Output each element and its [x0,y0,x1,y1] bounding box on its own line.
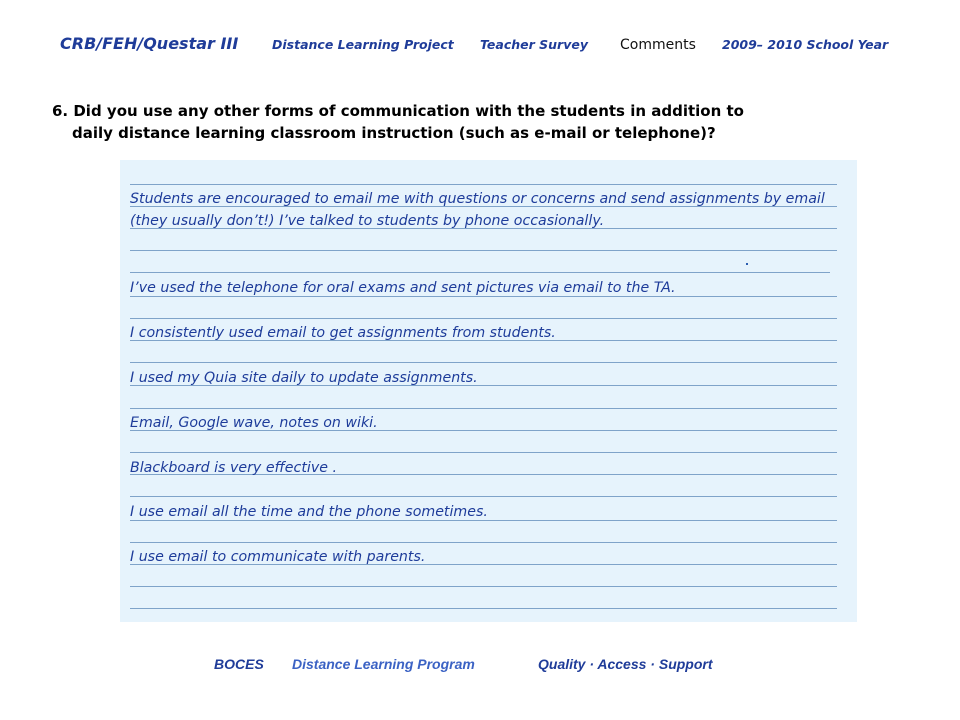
footer-program: Distance Learning Program [292,656,475,672]
ruled-line [130,272,830,273]
comments-panel [120,160,857,622]
stray-mark [746,263,748,265]
page-footer [0,656,960,676]
question-line-1: 6. Did you use any other forms of communication with the students in addition to [52,102,744,120]
ruled-line [130,362,837,363]
ruled-line [130,318,837,319]
footer-tagline: Quality · Access · Support [538,656,713,672]
header-school-year: 2009– 2010 School Year [722,37,889,52]
ruled-line [130,586,837,587]
response-3: I consistently used email to get assignments from students. [130,325,556,341]
response-4: I used my Quia site daily to update assignments. [130,370,478,386]
footer-organization: BOCES [214,656,264,672]
response-2: I’ve used the telephone for oral exams and sent pictures via email to the TA. [130,280,676,296]
ruled-line [130,408,837,409]
response-6: Blackboard is very effective . [130,460,337,476]
header-organization: CRB/FEH/Questar III [60,34,239,53]
question-line-2: daily distance learning classroom instruction (such as e-mail or telephone)? [72,124,716,142]
response-1: Students are encouraged to email me with questions or concerns and send assignments by email (they usually don’t!) I’ve talked to students by phone occasionally. [130,191,825,229]
survey-question [52,100,852,144]
ruled-line [130,542,837,543]
ruled-line [130,608,837,609]
header-survey: Teacher Survey [480,37,588,52]
ruled-line [130,184,837,185]
response-5: Email, Google wave, notes on wiki. [130,415,378,431]
header-comments: Comments [620,37,696,53]
header-project: Distance Learning Project [272,37,454,52]
response-8: I use email to communicate with parents. [130,549,426,565]
response-7: I use email all the time and the phone sometimes. [130,504,488,520]
ruled-line [130,496,837,497]
ruled-line [130,452,837,453]
page-header [60,34,940,58]
ruled-line [130,250,837,251]
